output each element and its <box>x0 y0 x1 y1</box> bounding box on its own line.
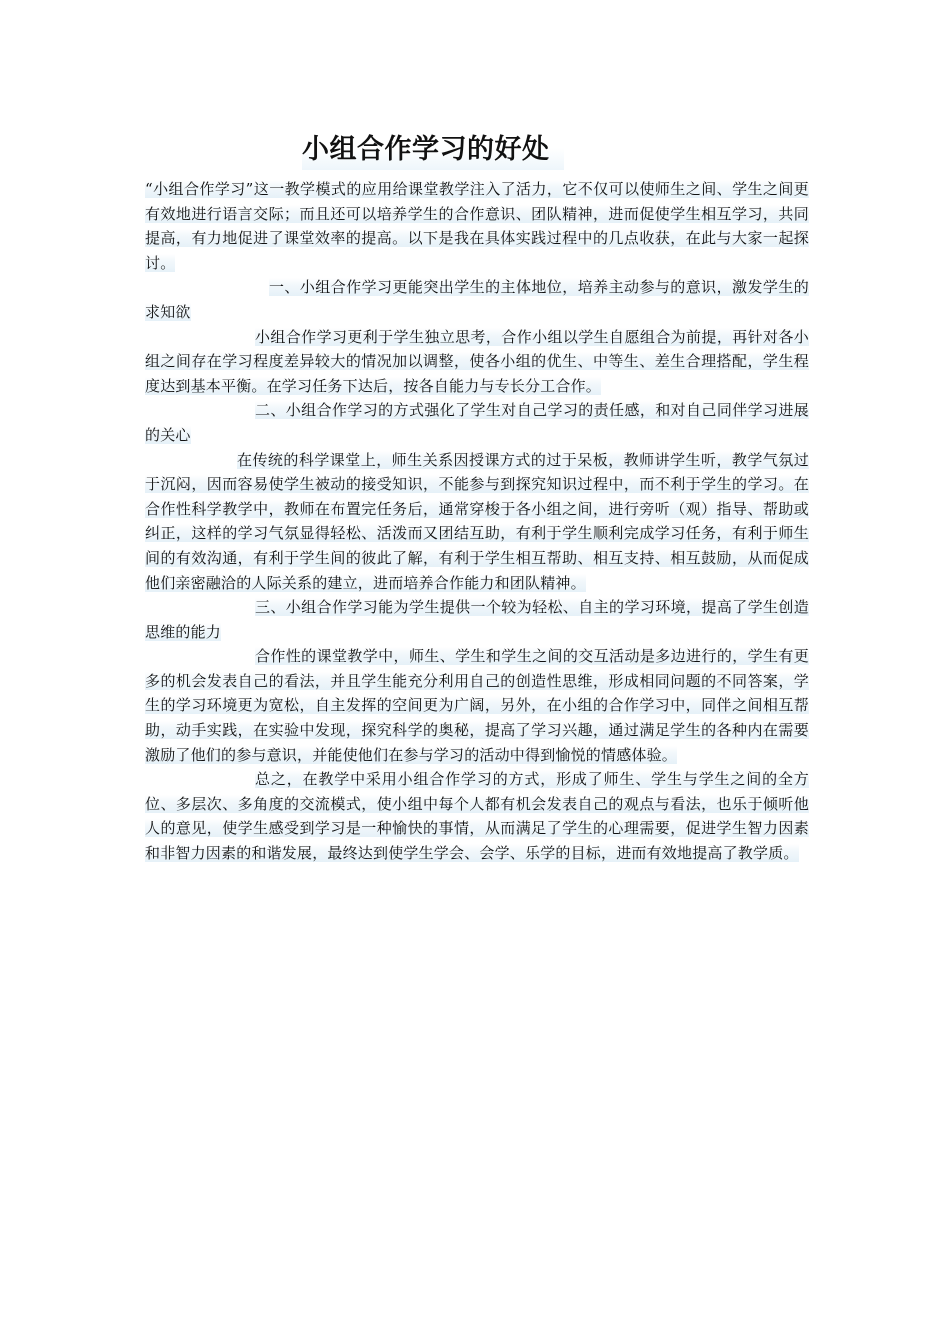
section-one-paragraph <box>145 325 809 399</box>
section-heading-text: 二、小组合作学习的方式强化了学生对自己学习的责任感，和对自己同伴学习进展的关心 <box>145 401 809 444</box>
section-heading-three <box>145 595 809 644</box>
conclusion-paragraph <box>145 767 809 865</box>
document-title: 小组合作学习的好处 <box>302 130 564 170</box>
paragraph-text: 总之，在教学中采用小组合作学习的方式，形成了师生、学生与学生之间的全方位、多层次、多角度的交流模式，使小组中每个人都有机会发表自己的观点与看法，也乐于倾听他人的意见，使学生感受到学习是一种愉快的事情，从而满足了学生的心理需要，促进学生智力因素和非智力因素的和谐发展，最终达到使学生学会、会学、乐学的目标，进而有效地提高了教学质。 <box>145 770 809 863</box>
paragraph-text: 合作性的课堂教学中，师生、学生和学生之间的交互活动是多边进行的，学生有更多的机会发表自己的看法，并且学生能充分利用自己的创造性思维，形成相同问题的不同答案，学生的学习环境更为宽松，自主发挥的空间更为广阔，另外，在小组的合作学习中，同伴之间相互帮助，动手实践，在实验中发现，探究科学的奥秘，提高了学习兴趣，通过满足学生的各种内在需要激励了他们的参与意识，并能使他们在参与学习的活动中得到愉悦的情感体验。 <box>145 647 809 764</box>
paragraph-text: 在传统的科学课堂上，师生关系因授课方式的过于呆板，教师讲学生听，教学气氛过于沉闷，因而容易使学生被动的接受知识，不能参与到探究知识过程中，而不利于学生的学习。在合作性科学教学中，教师在布置完任务后，通常穿梭于各小组之间，进行旁听（观）指导、帮助或纠正，这样的学习气氛显得轻松、活泼而又团结互助，有利于学生顺利完成学习任务，有利于师生间的有效沟通，有利于学生间的彼此了解，有利于学生相互帮助、相互支持、相互鼓励，从而促成他们亲密融洽的人际关系的建立，进而培养合作能力和团队精神。 <box>145 450 809 592</box>
section-heading-two <box>145 398 809 447</box>
paragraph-text: 小组合作学习更利于学生独立思考，合作小组以学生自愿组合为前提，再针对各小组之间存在学习程度差异较大的情况加以调整，使各小组的优生、中等生、差生合理搭配，学生程度达到基本平衡。在学习任务下达后，按各自能力与专长分工合作。 <box>145 327 809 395</box>
document-body <box>145 177 809 866</box>
intro-paragraph <box>145 177 809 275</box>
paragraph-text: “小组合作学习”这一教学模式的应用给课堂教学注入了活力，它不仅可以使师生之间、学生之间更有效地进行语言交际；而且还可以培养学生的合作意识、团队精神，进而促使学生相互学习，共同提高，有力地促进了课堂效率的提高。以下是我在具体实践过程中的几点收获，在此与大家一起探讨。 <box>145 180 809 272</box>
section-heading-text: 一、小组合作学习更能突出学生的主体地位，培养主动参与的意识，激发学生的求知欲 <box>145 278 809 321</box>
section-heading-text: 三、小组合作学习能为学生提供一个较为轻松、自主的学习环境，提高了学生创造思维的能力 <box>145 598 809 641</box>
section-heading-one <box>145 275 809 324</box>
section-two-paragraph <box>145 448 809 596</box>
section-three-paragraph <box>145 644 809 767</box>
